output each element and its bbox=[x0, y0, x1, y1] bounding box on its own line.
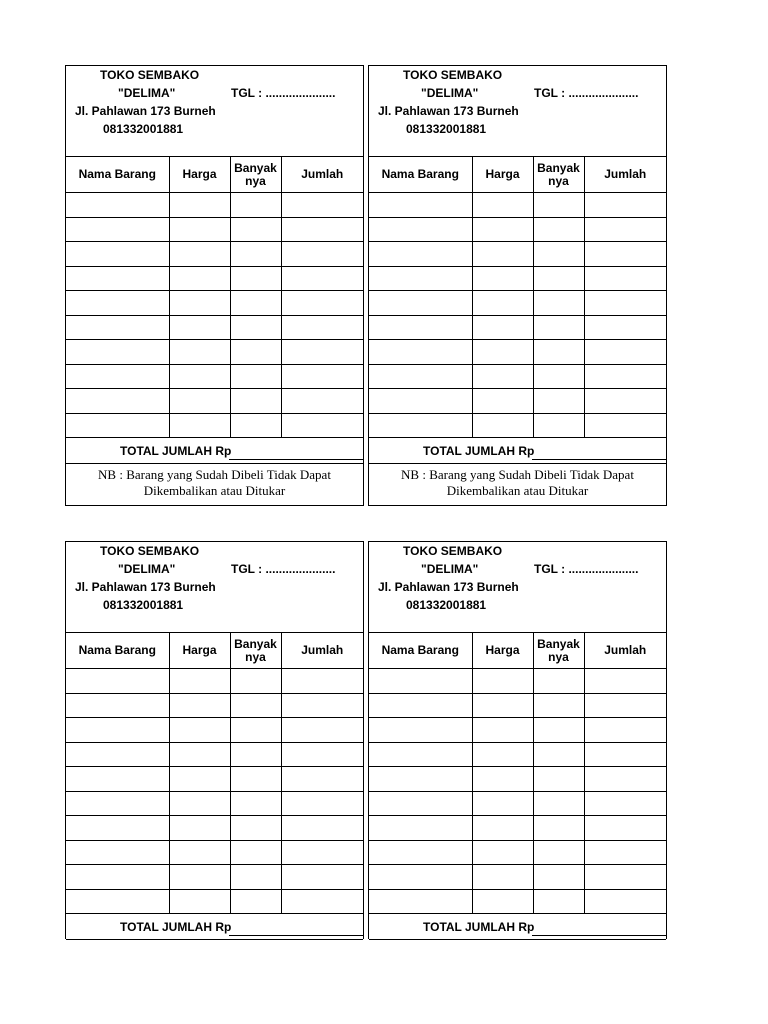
table-row bbox=[66, 389, 363, 414]
table-header-row bbox=[369, 633, 666, 669]
receipt-top-left bbox=[65, 65, 364, 506]
table-row bbox=[369, 718, 666, 743]
table-cell[interactable] bbox=[230, 217, 281, 242]
table-cell[interactable] bbox=[169, 669, 230, 694]
table-cell[interactable] bbox=[66, 340, 169, 365]
column-header-harga: Harga bbox=[472, 633, 533, 669]
table-cell[interactable] bbox=[369, 389, 472, 414]
table-cell[interactable] bbox=[230, 242, 281, 267]
table-cell[interactable] bbox=[584, 767, 666, 792]
table-cell[interactable] bbox=[230, 718, 281, 743]
note-line: Dikembalikan atau Ditukar bbox=[143, 483, 286, 498]
items-table bbox=[369, 157, 666, 438]
table-cell[interactable] bbox=[584, 718, 666, 743]
table-row bbox=[66, 816, 363, 841]
table-cell[interactable] bbox=[281, 242, 363, 267]
table-cell[interactable] bbox=[584, 840, 666, 865]
table-row bbox=[369, 217, 666, 242]
table-cell[interactable] bbox=[472, 364, 533, 389]
table-row bbox=[66, 791, 363, 816]
store-phone: 081332001881 bbox=[406, 598, 487, 612]
table-cell[interactable] bbox=[584, 315, 666, 340]
table-row bbox=[369, 389, 666, 414]
table-cell[interactable] bbox=[472, 315, 533, 340]
table-cell[interactable] bbox=[533, 816, 584, 841]
table-cell[interactable] bbox=[230, 865, 281, 890]
table-cell[interactable] bbox=[281, 816, 363, 841]
date-field: TGL : ..................... bbox=[534, 562, 639, 576]
table-row bbox=[369, 865, 666, 890]
table-cell[interactable] bbox=[584, 889, 666, 914]
table-cell[interactable] bbox=[533, 217, 584, 242]
table-row bbox=[369, 889, 666, 914]
table-cell[interactable] bbox=[533, 266, 584, 291]
table-cell[interactable] bbox=[230, 791, 281, 816]
table-cell[interactable] bbox=[66, 840, 169, 865]
table-row bbox=[369, 669, 666, 694]
table-cell[interactable] bbox=[169, 840, 230, 865]
table-row bbox=[369, 816, 666, 841]
table-row bbox=[369, 791, 666, 816]
table-cell[interactable] bbox=[584, 364, 666, 389]
table-cell[interactable] bbox=[533, 340, 584, 365]
table-cell[interactable] bbox=[281, 266, 363, 291]
column-header-banyaknya: Banyak nya bbox=[533, 633, 584, 669]
column-header-banyaknya: Banyak nya bbox=[230, 633, 281, 669]
table-cell[interactable] bbox=[584, 865, 666, 890]
table-row bbox=[369, 767, 666, 792]
items-table bbox=[66, 157, 363, 438]
note-line: NB : Barang yang Sudah Dibeli Tidak Dapat bbox=[98, 467, 331, 482]
table-cell[interactable] bbox=[169, 315, 230, 340]
table-row bbox=[369, 193, 666, 218]
receipt-header bbox=[369, 66, 666, 157]
table-row bbox=[66, 767, 363, 792]
table-row bbox=[66, 889, 363, 914]
table-cell[interactable] bbox=[281, 315, 363, 340]
table-cell[interactable] bbox=[472, 413, 533, 438]
table-header-row bbox=[66, 633, 363, 669]
date-field: TGL : ..................... bbox=[231, 562, 336, 576]
table-cell[interactable] bbox=[281, 364, 363, 389]
table-row bbox=[369, 315, 666, 340]
store-name: TOKO SEMBAKO bbox=[403, 544, 503, 558]
table-cell[interactable] bbox=[369, 340, 472, 365]
store-address: Jl. Pahlawan 173 Burneh bbox=[378, 104, 519, 118]
table-cell[interactable] bbox=[533, 840, 584, 865]
table-cell[interactable] bbox=[584, 340, 666, 365]
table-cell[interactable] bbox=[533, 315, 584, 340]
column-header-jumlah: Jumlah bbox=[584, 633, 666, 669]
table-cell[interactable] bbox=[369, 364, 472, 389]
table-cell[interactable] bbox=[230, 889, 281, 914]
table-cell[interactable] bbox=[66, 693, 169, 718]
table-cell[interactable] bbox=[230, 742, 281, 767]
receipt-header bbox=[66, 542, 363, 633]
table-cell[interactable] bbox=[584, 816, 666, 841]
table-row bbox=[66, 693, 363, 718]
total-label: TOTAL JUMLAH Rp bbox=[120, 444, 232, 458]
table-cell[interactable] bbox=[584, 693, 666, 718]
table-row bbox=[66, 315, 363, 340]
table-cell[interactable] bbox=[281, 217, 363, 242]
table-cell[interactable] bbox=[533, 389, 584, 414]
table-cell[interactable] bbox=[66, 291, 169, 316]
table-cell[interactable] bbox=[66, 315, 169, 340]
table-cell[interactable] bbox=[169, 718, 230, 743]
table-cell[interactable] bbox=[584, 791, 666, 816]
table-cell[interactable] bbox=[533, 791, 584, 816]
table-cell[interactable] bbox=[281, 840, 363, 865]
table-cell[interactable] bbox=[281, 742, 363, 767]
table-cell[interactable] bbox=[66, 217, 169, 242]
table-row bbox=[66, 742, 363, 767]
table-cell[interactable] bbox=[472, 889, 533, 914]
column-header-banyaknya: Banyak nya bbox=[533, 157, 584, 193]
return-policy-note bbox=[66, 464, 363, 499]
table-cell[interactable] bbox=[369, 840, 472, 865]
total-amount-line[interactable] bbox=[532, 935, 666, 936]
table-cell[interactable] bbox=[472, 840, 533, 865]
table-cell[interactable] bbox=[369, 413, 472, 438]
table-row bbox=[369, 242, 666, 267]
table-cell[interactable] bbox=[66, 242, 169, 267]
table-cell[interactable] bbox=[533, 364, 584, 389]
table-cell[interactable] bbox=[169, 364, 230, 389]
table-cell[interactable] bbox=[66, 389, 169, 414]
table-cell[interactable] bbox=[281, 889, 363, 914]
table-cell[interactable] bbox=[472, 389, 533, 414]
table-cell[interactable] bbox=[584, 242, 666, 267]
receipt-header bbox=[66, 66, 363, 157]
table-row bbox=[369, 340, 666, 365]
table-cell[interactable] bbox=[66, 364, 169, 389]
table-cell[interactable] bbox=[472, 217, 533, 242]
total-row bbox=[66, 438, 363, 464]
total-amount-line[interactable] bbox=[532, 459, 666, 460]
column-header-nama-barang: Nama Barang bbox=[66, 157, 169, 193]
column-header-banyaknya: Banyak nya bbox=[230, 157, 281, 193]
table-cell[interactable] bbox=[584, 742, 666, 767]
column-header-harga: Harga bbox=[169, 157, 230, 193]
table-cell[interactable] bbox=[472, 242, 533, 267]
table-row bbox=[369, 840, 666, 865]
store-name: TOKO SEMBAKO bbox=[100, 544, 200, 558]
table-cell[interactable] bbox=[169, 742, 230, 767]
table-cell[interactable] bbox=[281, 413, 363, 438]
table-header-row bbox=[369, 157, 666, 193]
table-cell[interactable] bbox=[472, 791, 533, 816]
table-cell[interactable] bbox=[369, 791, 472, 816]
table-cell[interactable] bbox=[472, 340, 533, 365]
table-row bbox=[66, 364, 363, 389]
table-cell[interactable] bbox=[66, 767, 169, 792]
note-line: NB : Barang yang Sudah Dibeli Tidak Dapat bbox=[401, 467, 634, 482]
table-cell[interactable] bbox=[66, 865, 169, 890]
table-cell[interactable] bbox=[281, 767, 363, 792]
table-cell[interactable] bbox=[230, 266, 281, 291]
table-cell[interactable] bbox=[533, 242, 584, 267]
table-cell[interactable] bbox=[281, 718, 363, 743]
store-title: "DELIMA" bbox=[421, 86, 479, 100]
table-cell[interactable] bbox=[230, 669, 281, 694]
table-cell[interactable] bbox=[584, 669, 666, 694]
table-cell[interactable] bbox=[584, 217, 666, 242]
total-label: TOTAL JUMLAH Rp bbox=[120, 920, 232, 934]
total-label: TOTAL JUMLAH Rp bbox=[423, 920, 535, 934]
column-header-harga: Harga bbox=[472, 157, 533, 193]
items-table bbox=[66, 633, 363, 914]
table-row bbox=[369, 413, 666, 438]
table-cell[interactable] bbox=[66, 718, 169, 743]
table-cell[interactable] bbox=[169, 291, 230, 316]
table-cell[interactable] bbox=[369, 315, 472, 340]
table-cell[interactable] bbox=[584, 389, 666, 414]
table-row bbox=[369, 693, 666, 718]
table-cell[interactable] bbox=[472, 742, 533, 767]
table-cell[interactable] bbox=[281, 791, 363, 816]
receipt-top-right bbox=[368, 65, 667, 506]
table-cell[interactable] bbox=[169, 413, 230, 438]
store-title: "DELIMA" bbox=[421, 562, 479, 576]
table-cell[interactable] bbox=[584, 266, 666, 291]
store-name: TOKO SEMBAKO bbox=[100, 68, 200, 82]
table-cell[interactable] bbox=[472, 816, 533, 841]
store-phone: 081332001881 bbox=[103, 598, 184, 612]
table-row bbox=[369, 291, 666, 316]
table-cell[interactable] bbox=[369, 291, 472, 316]
total-label: TOTAL JUMLAH Rp bbox=[423, 444, 535, 458]
table-cell[interactable] bbox=[169, 193, 230, 218]
table-cell[interactable] bbox=[584, 291, 666, 316]
table-cell[interactable] bbox=[169, 389, 230, 414]
table-row bbox=[66, 242, 363, 267]
table-row bbox=[66, 413, 363, 438]
table-cell[interactable] bbox=[169, 217, 230, 242]
table-cell[interactable] bbox=[533, 889, 584, 914]
store-address: Jl. Pahlawan 173 Burneh bbox=[75, 104, 216, 118]
table-cell[interactable] bbox=[66, 791, 169, 816]
store-title: "DELIMA" bbox=[118, 86, 176, 100]
total-amount-line[interactable] bbox=[229, 935, 363, 936]
table-cell[interactable] bbox=[230, 193, 281, 218]
table-row bbox=[66, 718, 363, 743]
note-line: Dikembalikan atau Ditukar bbox=[446, 483, 589, 498]
table-cell[interactable] bbox=[66, 413, 169, 438]
table-cell[interactable] bbox=[66, 266, 169, 291]
table-cell[interactable] bbox=[533, 193, 584, 218]
table-cell[interactable] bbox=[230, 816, 281, 841]
store-phone: 081332001881 bbox=[406, 122, 487, 136]
column-header-nama-barang: Nama Barang bbox=[369, 157, 472, 193]
table-row bbox=[66, 291, 363, 316]
table-cell[interactable] bbox=[169, 767, 230, 792]
column-header-jumlah: Jumlah bbox=[281, 157, 363, 193]
table-row bbox=[66, 340, 363, 365]
table-row bbox=[66, 840, 363, 865]
table-cell[interactable] bbox=[281, 291, 363, 316]
table-cell[interactable] bbox=[169, 816, 230, 841]
table-cell[interactable] bbox=[472, 865, 533, 890]
column-header-jumlah: Jumlah bbox=[584, 157, 666, 193]
table-cell[interactable] bbox=[533, 742, 584, 767]
table-cell[interactable] bbox=[533, 865, 584, 890]
table-cell[interactable] bbox=[281, 389, 363, 414]
table-cell[interactable] bbox=[472, 266, 533, 291]
table-cell[interactable] bbox=[472, 193, 533, 218]
table-header-row bbox=[66, 157, 363, 193]
date-field: TGL : ..................... bbox=[231, 86, 336, 100]
table-row bbox=[66, 193, 363, 218]
table-cell[interactable] bbox=[230, 291, 281, 316]
total-row bbox=[369, 438, 666, 464]
store-address: Jl. Pahlawan 173 Burneh bbox=[75, 580, 216, 594]
table-row bbox=[369, 742, 666, 767]
table-cell[interactable] bbox=[472, 767, 533, 792]
table-cell[interactable] bbox=[472, 291, 533, 316]
table-cell[interactable] bbox=[369, 242, 472, 267]
table-cell[interactable] bbox=[281, 669, 363, 694]
table-cell[interactable] bbox=[169, 266, 230, 291]
table-row bbox=[66, 865, 363, 890]
total-row bbox=[369, 914, 666, 940]
table-row bbox=[66, 266, 363, 291]
table-cell[interactable] bbox=[230, 389, 281, 414]
table-cell[interactable] bbox=[472, 718, 533, 743]
table-cell[interactable] bbox=[369, 889, 472, 914]
column-header-nama-barang: Nama Barang bbox=[369, 633, 472, 669]
table-cell[interactable] bbox=[472, 669, 533, 694]
table-cell[interactable] bbox=[369, 669, 472, 694]
table-cell[interactable] bbox=[369, 718, 472, 743]
table-cell[interactable] bbox=[533, 669, 584, 694]
store-name: TOKO SEMBAKO bbox=[403, 68, 503, 82]
column-header-nama-barang: Nama Barang bbox=[66, 633, 169, 669]
table-cell[interactable] bbox=[169, 693, 230, 718]
table-cell[interactable] bbox=[281, 693, 363, 718]
table-cell[interactable] bbox=[169, 791, 230, 816]
table-cell[interactable] bbox=[533, 413, 584, 438]
table-cell[interactable] bbox=[66, 889, 169, 914]
receipt-bottom-right bbox=[368, 541, 667, 939]
store-address: Jl. Pahlawan 173 Burneh bbox=[378, 580, 519, 594]
table-row bbox=[369, 266, 666, 291]
table-cell[interactable] bbox=[369, 217, 472, 242]
table-cell[interactable] bbox=[169, 242, 230, 267]
receipt-bottom-left bbox=[65, 541, 364, 939]
table-cell[interactable] bbox=[369, 193, 472, 218]
table-cell[interactable] bbox=[369, 742, 472, 767]
table-row bbox=[369, 364, 666, 389]
table-cell[interactable] bbox=[369, 865, 472, 890]
store-title: "DELIMA" bbox=[118, 562, 176, 576]
table-cell[interactable] bbox=[66, 816, 169, 841]
table-cell[interactable] bbox=[230, 364, 281, 389]
table-cell[interactable] bbox=[533, 767, 584, 792]
table-cell[interactable] bbox=[584, 193, 666, 218]
total-row bbox=[66, 914, 363, 940]
table-cell[interactable] bbox=[230, 315, 281, 340]
column-header-jumlah: Jumlah bbox=[281, 633, 363, 669]
table-cell[interactable] bbox=[281, 865, 363, 890]
table-cell[interactable] bbox=[584, 413, 666, 438]
table-cell[interactable] bbox=[281, 193, 363, 218]
table-cell[interactable] bbox=[369, 693, 472, 718]
table-cell[interactable] bbox=[369, 816, 472, 841]
table-row bbox=[66, 217, 363, 242]
table-cell[interactable] bbox=[472, 693, 533, 718]
table-cell[interactable] bbox=[369, 767, 472, 792]
table-cell[interactable] bbox=[230, 840, 281, 865]
table-cell[interactable] bbox=[533, 718, 584, 743]
date-field: TGL : ..................... bbox=[534, 86, 639, 100]
items-table bbox=[369, 633, 666, 914]
table-cell[interactable] bbox=[66, 742, 169, 767]
table-cell[interactable] bbox=[533, 291, 584, 316]
table-cell[interactable] bbox=[281, 340, 363, 365]
table-cell[interactable] bbox=[230, 340, 281, 365]
table-cell[interactable] bbox=[230, 693, 281, 718]
return-policy-note bbox=[369, 464, 666, 499]
store-phone: 081332001881 bbox=[103, 122, 184, 136]
table-cell[interactable] bbox=[66, 669, 169, 694]
column-header-harga: Harga bbox=[169, 633, 230, 669]
table-cell[interactable] bbox=[230, 767, 281, 792]
table-cell[interactable] bbox=[169, 889, 230, 914]
table-row bbox=[66, 669, 363, 694]
receipt-header bbox=[369, 542, 666, 633]
table-cell[interactable] bbox=[66, 193, 169, 218]
table-cell[interactable] bbox=[369, 266, 472, 291]
table-cell[interactable] bbox=[533, 693, 584, 718]
total-amount-line[interactable] bbox=[229, 459, 363, 460]
table-cell[interactable] bbox=[230, 413, 281, 438]
table-cell[interactable] bbox=[169, 340, 230, 365]
table-cell[interactable] bbox=[169, 865, 230, 890]
